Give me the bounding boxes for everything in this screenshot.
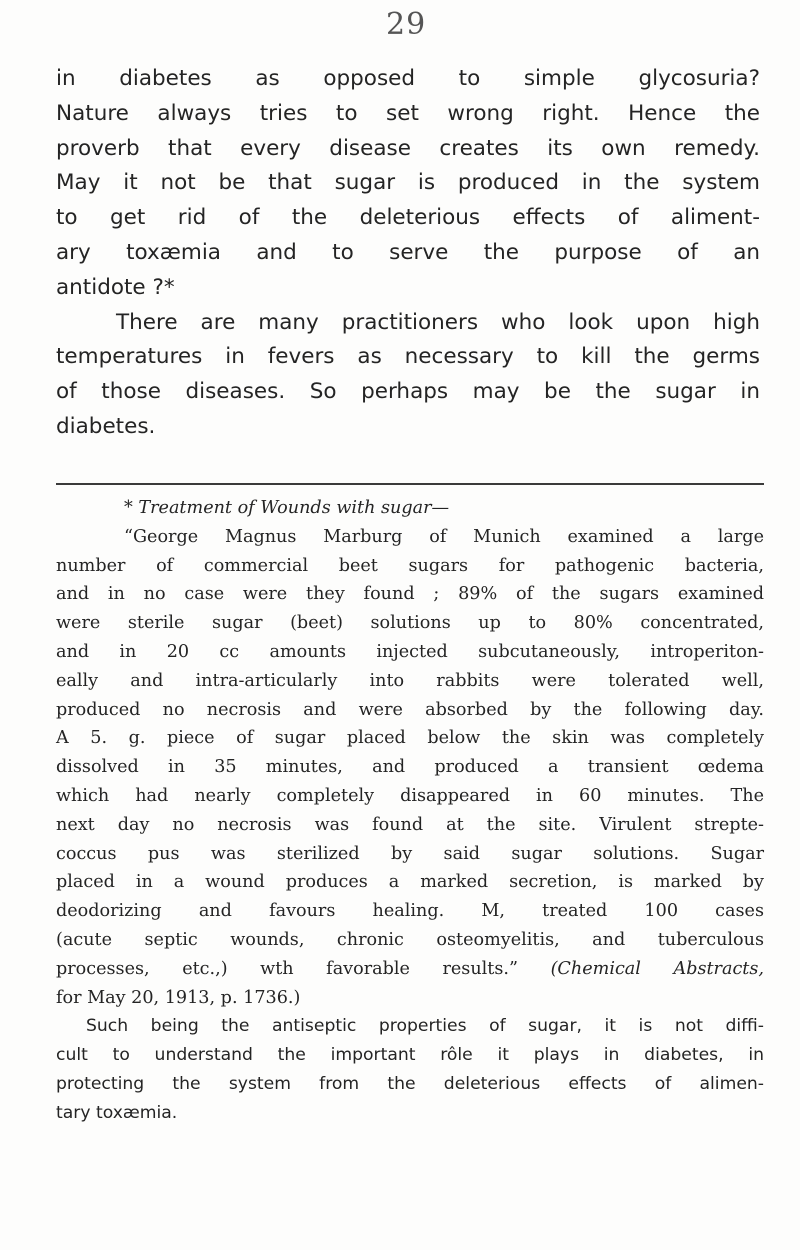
text-line: of those diseases. So perhaps may be the sugar in xyxy=(56,379,760,405)
main-text xyxy=(56,62,760,445)
closing-line: protecting the system from the deleterious effects of alimen- xyxy=(56,1073,764,1094)
text-line: ary toxæmia and to serve the purpose of an xyxy=(56,239,760,265)
footnote-heading: * Treatment of Wounds with sugar— xyxy=(124,498,450,518)
footnote xyxy=(56,494,764,1128)
footnote-line: “George Magnus Marburg of Munich examined a large xyxy=(124,526,764,547)
text-line: antidote ?* xyxy=(56,274,175,300)
page-number: 29 xyxy=(386,7,427,42)
footnote-line: were sterile sugar (beet) solutions up to 80% concentrated, xyxy=(56,613,764,634)
citation-date: for May 20, 1913, p. 1736.) xyxy=(56,987,301,1008)
footnote-line: coccus pus was sterilized by said sugar solutions. Sugar xyxy=(56,843,764,864)
footnote-divider xyxy=(56,483,764,485)
text-line: There are many practitioners who look upon high xyxy=(116,309,760,335)
main-paragraph xyxy=(56,306,760,445)
footnote-line: number of commercial beet sugars for pathogenic bacteria, xyxy=(56,555,764,576)
text-line: temperatures in fevers as necessary to kill the germs xyxy=(56,344,760,370)
citation-source: (Chemical Abstracts, xyxy=(550,958,764,979)
footnote-line: eally and intra-articularly into rabbits were tolerated well, xyxy=(56,670,764,691)
footnote-line: A 5. g. piece of sugar placed below the skin was completely xyxy=(56,728,764,749)
footnote-line: (acute septic wounds, chronic osteomyelitis, and tuberculous xyxy=(56,929,764,950)
footnote-line: deodorizing and favours healing. M, treated 100 cases xyxy=(56,901,764,922)
text-line: Nature always tries to set wrong right. Hence the xyxy=(56,100,760,126)
text-line: May it not be that sugar is produced in the system xyxy=(56,170,760,196)
footnote-line: produced no necrosis and were absorbed by the following day. xyxy=(56,699,764,720)
footnote-line: and in no case were they found ; 89% of the sugars examined xyxy=(56,584,764,605)
text-line: in diabetes as opposed to simple glycosuria? xyxy=(56,66,760,91)
closing-line: cult to understand the important rôle it plays in diabetes, in xyxy=(56,1045,764,1066)
text-line: to get rid of the deleterious effects of aliment- xyxy=(56,205,760,231)
text-line: proverb that every disease creates its own remedy. xyxy=(56,135,760,161)
footnote-line: and in 20 cc amounts injected subcutaneously, introperiton- xyxy=(56,641,764,662)
footnote-citation-line xyxy=(56,955,764,984)
closing-line: tary toxæmia. xyxy=(56,1102,178,1123)
footnote-line: which had nearly completely disappeared in 60 minutes. The xyxy=(56,785,764,806)
text-line: diabetes. xyxy=(56,413,156,439)
footnote-line: placed in a wound produces a marked secretion, is marked by xyxy=(56,872,764,893)
footnote-line: next day no necrosis was found at the site. Virulent strepte- xyxy=(56,814,764,835)
closing-line: Such being the antiseptic properties of sugar, it is not diffi- xyxy=(86,1016,764,1037)
footnote-line: dissolved in 35 minutes, and produced a transient œdema xyxy=(56,757,764,778)
footnote-line: processes, etc.,) wth favorable results.” xyxy=(56,958,551,979)
main-paragraph xyxy=(56,62,760,306)
